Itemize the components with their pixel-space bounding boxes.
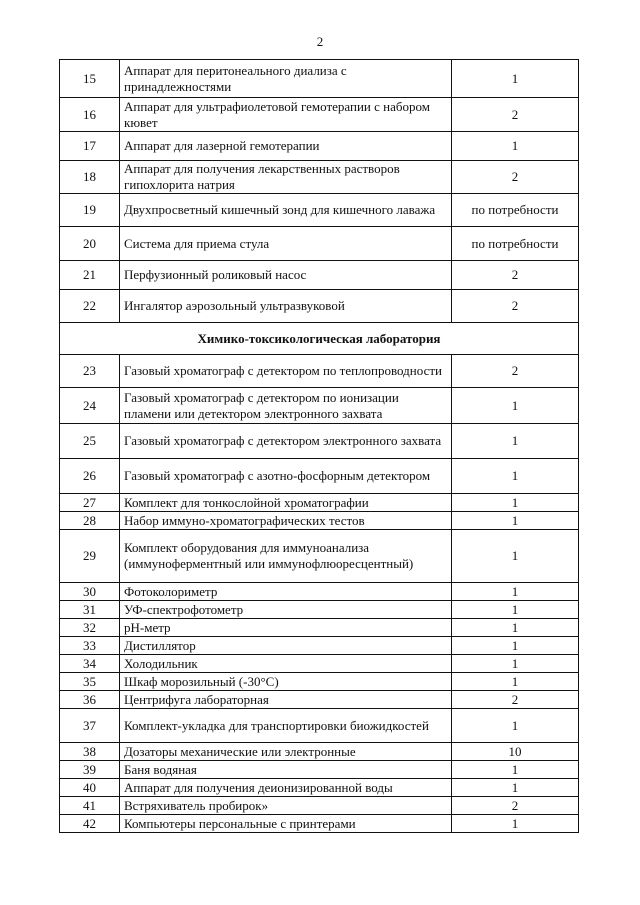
item-quantity: 2	[452, 161, 579, 194]
item-quantity: 1	[452, 459, 579, 494]
item-number: 24	[60, 388, 120, 424]
item-name: Газовый хроматограф с детектором по теплопроводности	[120, 355, 452, 388]
item-quantity: 1	[452, 530, 579, 583]
item-number: 32	[60, 619, 120, 637]
item-number: 26	[60, 459, 120, 494]
table-row	[60, 619, 579, 637]
item-number: 18	[60, 161, 120, 194]
table-row	[60, 261, 579, 290]
item-name: Аппарат для получения деионизированной воды	[120, 779, 452, 797]
table-row	[60, 60, 579, 98]
item-quantity: 2	[452, 355, 579, 388]
item-name: Комплект оборудования для иммуноанализа (иммуноферментный или иммунофлюоресцентный)	[120, 530, 452, 583]
table-row	[60, 98, 579, 132]
item-number: 34	[60, 655, 120, 673]
item-name: Двухпросветный кишечный зонд для кишечного лаважа	[120, 194, 452, 227]
table-row	[60, 355, 579, 388]
item-quantity: 1	[452, 761, 579, 779]
table-row	[60, 673, 579, 691]
item-quantity: 2	[452, 797, 579, 815]
table-row	[60, 161, 579, 194]
table-row	[60, 388, 579, 424]
equipment-table	[59, 59, 579, 833]
item-quantity: 2	[452, 261, 579, 290]
item-quantity: 1	[452, 601, 579, 619]
item-name: Комплект-укладка для транспортировки биожидкостей	[120, 709, 452, 743]
item-name: Комплект для тонкослойной хроматографии	[120, 494, 452, 512]
item-number: 36	[60, 691, 120, 709]
item-quantity: 10	[452, 743, 579, 761]
item-name: УФ-спектрофотометр	[120, 601, 452, 619]
item-name: Шкаф морозильный (-30°С)	[120, 673, 452, 691]
item-quantity: 2	[452, 98, 579, 132]
item-name: Компьютеры персональные с принтерами	[120, 815, 452, 833]
item-name: Перфузионный роликовый насос	[120, 261, 452, 290]
item-quantity: 1	[452, 709, 579, 743]
item-number: 16	[60, 98, 120, 132]
item-number: 41	[60, 797, 120, 815]
item-number: 22	[60, 290, 120, 323]
item-quantity: 1	[452, 673, 579, 691]
table-row	[60, 227, 579, 261]
item-quantity: по потребности	[452, 194, 579, 227]
item-quantity: 1	[452, 779, 579, 797]
item-name: Аппарат для перитонеального диализа с принадлежностями	[120, 60, 452, 98]
item-number: 27	[60, 494, 120, 512]
item-name: Газовый хроматограф с детектором по ионизации пламени или детектором электронного захвата	[120, 388, 452, 424]
table-row	[60, 194, 579, 227]
item-name: Баня водяная	[120, 761, 452, 779]
item-number: 31	[60, 601, 120, 619]
item-number: 37	[60, 709, 120, 743]
item-name: Ингалятор аэрозольный ультразвуковой	[120, 290, 452, 323]
item-number: 40	[60, 779, 120, 797]
item-name: Аппарат для лазерной гемотерапии	[120, 132, 452, 161]
item-number: 30	[60, 583, 120, 601]
table-row	[60, 709, 579, 743]
item-name: Холодильник	[120, 655, 452, 673]
item-quantity: 1	[452, 60, 579, 98]
item-quantity: 1	[452, 388, 579, 424]
item-name: Встряхиватель пробирок»	[120, 797, 452, 815]
section-title: Химико-токсикологическая лаборатория	[60, 323, 579, 355]
item-number: 35	[60, 673, 120, 691]
item-number: 17	[60, 132, 120, 161]
item-name: Центрифуга лабораторная	[120, 691, 452, 709]
item-name: pH-метр	[120, 619, 452, 637]
item-quantity: 1	[452, 655, 579, 673]
item-number: 28	[60, 512, 120, 530]
table-row	[60, 691, 579, 709]
table-row	[60, 459, 579, 494]
table-row	[60, 512, 579, 530]
table-row	[60, 494, 579, 512]
table-row	[60, 815, 579, 833]
item-name: Система для приема стула	[120, 227, 452, 261]
item-quantity: 1	[452, 512, 579, 530]
item-quantity: 1	[452, 619, 579, 637]
item-name: Дозаторы механические или электронные	[120, 743, 452, 761]
item-quantity: 1	[452, 424, 579, 459]
item-number: 20	[60, 227, 120, 261]
table-row	[60, 797, 579, 815]
item-number: 21	[60, 261, 120, 290]
table-row	[60, 637, 579, 655]
section-row	[60, 323, 579, 355]
item-quantity: 2	[452, 691, 579, 709]
item-quantity: 1	[452, 583, 579, 601]
table-row	[60, 761, 579, 779]
item-number: 39	[60, 761, 120, 779]
item-quantity: 1	[452, 132, 579, 161]
item-number: 42	[60, 815, 120, 833]
table-row	[60, 779, 579, 797]
item-number: 38	[60, 743, 120, 761]
item-name: Фотоколориметр	[120, 583, 452, 601]
item-name: Аппарат для ультрафиолетовой гемотерапии с набором кювет	[120, 98, 452, 132]
table-row	[60, 655, 579, 673]
item-number: 19	[60, 194, 120, 227]
item-number: 25	[60, 424, 120, 459]
page-number: 2	[316, 34, 324, 49]
item-quantity: 1	[452, 815, 579, 833]
item-name: Аппарат для получения лекарственных растворов гипохлорита натрия	[120, 161, 452, 194]
item-number: 15	[60, 60, 120, 98]
item-name: Дистиллятор	[120, 637, 452, 655]
table-row	[60, 743, 579, 761]
table-row	[60, 583, 579, 601]
item-quantity: 1	[452, 494, 579, 512]
table-row	[60, 601, 579, 619]
item-quantity: по потребности	[452, 227, 579, 261]
table-row	[60, 290, 579, 323]
item-number: 23	[60, 355, 120, 388]
item-name: Газовый хроматограф с азотно-фосфорным детектором	[120, 459, 452, 494]
item-quantity: 2	[452, 290, 579, 323]
item-number: 29	[60, 530, 120, 583]
table-row	[60, 424, 579, 459]
table-row	[60, 530, 579, 583]
item-number: 33	[60, 637, 120, 655]
item-name: Газовый хроматограф с детектором электронного захвата	[120, 424, 452, 459]
table-row	[60, 132, 579, 161]
item-quantity: 1	[452, 637, 579, 655]
item-name: Набор иммуно-хроматографических тестов	[120, 512, 452, 530]
